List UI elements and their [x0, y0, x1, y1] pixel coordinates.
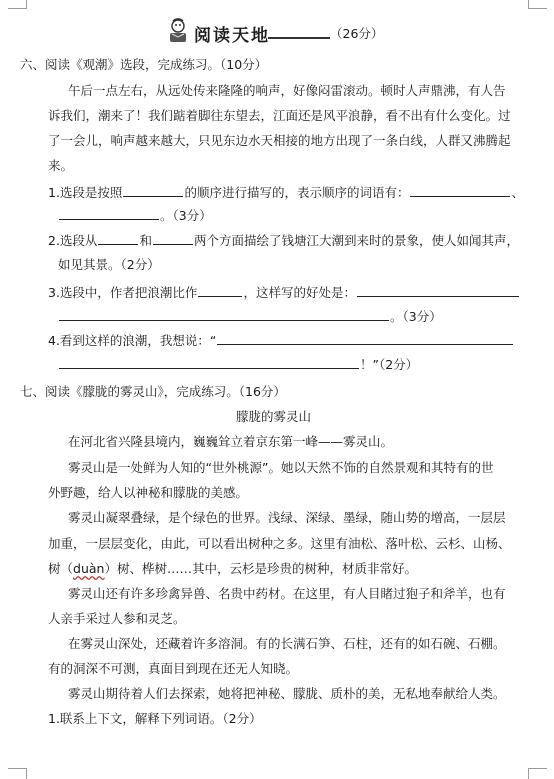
article-para-1: 在河北省兴隆县境内，巍巍耸立着京东第一峰——雾灵山。 [68, 434, 394, 449]
question-4: 4.看到这样的浪潮，我想说：“ [48, 332, 514, 349]
pinyin-annotation: duàn [73, 561, 105, 576]
question-2: 2.选段从 和 两个方面描绘了钱塘江大潮到来时的景象，使人如闻其声， [48, 233, 519, 248]
answer-blank[interactable] [59, 207, 159, 220]
section7-question-1: 1.联系上下文，解释下列词语。（2分） [48, 711, 262, 726]
article-para-5: 在雾灵山深处，还藏着许多溶洞。有的长满石笋、石柱，还有的如石碗、石棚。 [68, 636, 506, 651]
article-para-4: 雾灵山还有许多珍禽异兽、名贵中药材。在这里，有人目睹过狍子和斧羊，也有 [68, 586, 506, 601]
question-2-cont: 如见其景。（2分） [58, 257, 160, 272]
article-para-6: 雾灵山期待着人们去探索，她将把神秘、朦胧、质朴的美，无私地奉献给人类。 [68, 686, 506, 701]
article-para-3: 雾灵山凝翠叠绿，是个绿色的世界。浅绿、深绿、墨绿，随山势的增高，一层层 [68, 510, 506, 525]
section6-heading: 六、阅读《观潮》选段，完成练习。（10分） [20, 57, 268, 72]
question-3: 3.选段中，作者把浪潮比作 ，这样写的好处是： [48, 284, 520, 301]
question-4-cont: ！”（2分） [58, 356, 418, 373]
article-para-4b: 人亲手采过人参和灵芝。 [48, 611, 186, 626]
article-para-3c: 树（duàn）树、桦树……其中，云杉是珍贵的树种，材质非常好。 [48, 561, 417, 576]
question-1: 1.选段是按照 的顺序进行描写的，表示顺序的词语有： 、 [48, 185, 524, 200]
section-score: （26分） [330, 26, 384, 41]
passage-line-1: 午后一点左右，从远处传来隆隆的响声，好像闷雷滚动。顿时人声鼎沸，有人告 [68, 83, 506, 98]
section-title: 阅读天地 [194, 26, 270, 46]
article-para-2b: 外野趣，给人以神秘和朦胧的美感。 [48, 485, 249, 500]
answer-blank[interactable] [123, 184, 183, 197]
article-para-2: 雾灵山是一处鲜为人知的“世外桃源”。她以天然不饰的自然景观和其特有的世 [68, 460, 494, 475]
crop-mark-top-right [528, 0, 547, 9]
article-para-3b: 加重，一层层变化，由此，可以看出树种之多。这里有油松、落叶松、云杉、山杨、 [48, 536, 511, 551]
answer-blank[interactable] [198, 284, 242, 297]
answer-blank[interactable] [98, 232, 138, 245]
passage-line-4: 来。 [48, 158, 74, 173]
answer-blank[interactable] [153, 232, 193, 245]
answer-blank[interactable] [59, 356, 359, 369]
answer-blank[interactable] [357, 284, 519, 297]
section7-heading: 七、阅读《朦胧的雾灵山》，完成练习。（16分） [20, 384, 286, 399]
question-1-cont: 。（3分） [58, 207, 212, 224]
question-3-cont: 。（3分） [58, 308, 442, 325]
article-title: 朦胧的雾灵山 [236, 409, 312, 424]
crop-mark-bottom-right [528, 768, 547, 779]
reading-mascot-icon [166, 18, 192, 44]
passage-line-3: 了一会儿，响声越来越大，只见东边水天相接的地方出现了一条白线，人群又沸腾起 [48, 133, 511, 148]
crop-mark-top-left [8, 0, 27, 9]
answer-blank[interactable] [59, 308, 389, 321]
answer-blank[interactable] [410, 184, 510, 197]
passage-line-2: 诉我们，潮来了！我们踮着脚往东望去，江面还是风平浪静，看不出有什么变化。过 [48, 108, 511, 123]
answer-blank[interactable] [217, 332, 513, 345]
article-para-5b: 有的洞深不可测，真面目到现在还无人知晓。 [48, 661, 299, 676]
section-header [162, 18, 392, 48]
title-underline [268, 37, 330, 39]
crop-mark-bottom-left [8, 768, 27, 779]
